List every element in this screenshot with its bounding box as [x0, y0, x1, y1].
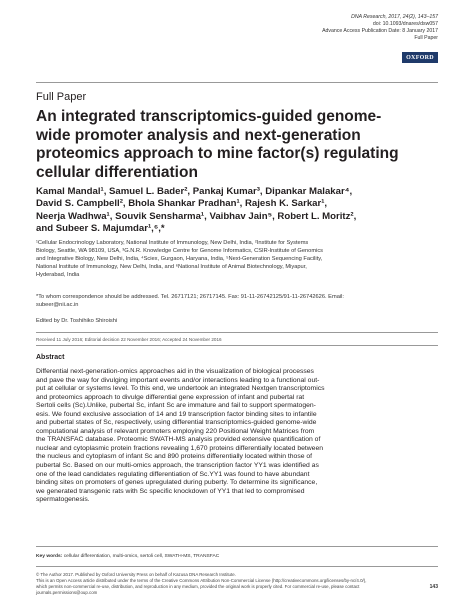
- article-type: Full Paper: [414, 35, 438, 41]
- abstract-top-rule: [36, 345, 438, 346]
- abstract-line: computational analysis of relevant promoters employing 220 Positional Weight Matrices from: [36, 427, 315, 435]
- author-line: Kamal Mandal¹, Samuel L. Bader², Pankaj Kumar³, Dipankar Malakar⁴,: [36, 186, 353, 197]
- abstract-line: pubertal Sc. Based on our multi-omics approach, the transcription factor YY1 was identified as: [36, 462, 319, 470]
- abstract-heading: Abstract: [36, 354, 65, 361]
- author-list: [36, 186, 438, 235]
- title-line: An integrated transcriptomics-guided genome-: [36, 108, 382, 125]
- abstract-line: and proteomics approach to divulge differential gene expression of infant and pubertal rat: [36, 393, 305, 401]
- abstract-line: and pubertal states of Sc, respectively, using differential transcriptomics-guided genome-wide: [36, 419, 317, 427]
- abstract-line: we generated transgenic rats with Sc specific knockdown of YY1 that led to compromised: [36, 487, 305, 495]
- title-line: cellular differentiation: [36, 163, 198, 181]
- abstract-line: and pave the way for divulging important events and/or interactions leading to a functional out-: [36, 376, 320, 384]
- abstract-line: binding sites on promoters of genes upregulated during puberty. To determine its significance,: [36, 479, 318, 487]
- author-line: David S. Campbell², Bhola Shankar Pradhan¹, Rajesh K. Sarkar¹,: [36, 198, 328, 210]
- footer-line: © The Author 2017. Published by Oxford University Press on behalf of Kazusa DNA Research Institute.: [36, 572, 236, 577]
- correspondence: [36, 294, 438, 310]
- correspondence-email[interactable]: subeer@nii.ac.in: [36, 301, 79, 308]
- page-number: 143: [429, 584, 438, 590]
- doi[interactable]: doi: 10.1093/dnares/dsw057: [372, 21, 438, 27]
- abstract-line: Sertoli cells (Sc).Unlike, pubertal Sc, infant Sc are immature and fail to support spermatogen-: [36, 402, 316, 410]
- keywords-list: cellular differentiation, multi-omics, sertoli cell, SWATH-MS, TRANSFAC: [63, 554, 220, 559]
- abstract-line: put at cellular or systems level. To this end, we undertook an integrated Nextgen transcriptomics: [36, 385, 325, 393]
- affiliation-line: ¹Cellular Endocrinology Laboratory, National Institute of Immunology, New Delhi, India, ²Institute for Systems: [36, 240, 309, 246]
- abstract-line: nuclear and cytoplasmic protein fractions revealing 1,670 proteins differentially located between: [36, 444, 324, 452]
- header-rule: [36, 82, 438, 83]
- journal-citation: DNA Research, 2017, 24(2), 143–157: [351, 14, 438, 20]
- abstract-line: spermatogenesis.: [36, 496, 90, 504]
- copyright-footer: [36, 572, 438, 596]
- abstract-line: Differential next-generation-omics approaches aid in the visualization of biological processes: [36, 368, 314, 375]
- author-line: Neerja Wadhwa¹, Souvik Sensharma¹, Vaibhav Jain⁵, Robert L. Moritz²,: [36, 210, 357, 222]
- edited-by: Edited by Dr. Toshihiko Shiroishi: [36, 318, 118, 324]
- footer-line: which permits non-commercial re-use, distribution, and reproduction in any medium, provided the original work is properly cited. For commercial re-use, please contact: [36, 583, 360, 589]
- title-line: proteomics approach to mine factor(s) regulating: [36, 145, 399, 162]
- abstract-body: [36, 368, 438, 505]
- abstract-line: the nucleus and cytoplasm of infant Sc and 890 proteins differentially located within those of: [36, 453, 313, 461]
- footer-line: This is an Open Access article distributed under the terms of the Creative Commons Attribution Non-Commercial License (http://creativecommons.org/licenses/by-nc/4.0/),: [36, 577, 367, 583]
- correspondence-line: *To whom correspondence should be addressed. Tel. 26717121; 26717145. Fax: 91-11-26742125/91-11-26742626. Email:: [36, 294, 344, 300]
- advance-access-date: Advance Access Publication Date: 8 January 2017: [322, 28, 438, 34]
- affiliation-line: Hyderabad, India: [36, 271, 80, 278]
- affiliation-line: Biology, Seattle, WA 98109, USA, ³G.N.R. Knowledge Centre for Genome Informatics, CSIR-Institute of Genomics: [36, 247, 324, 254]
- footer-rule: [36, 566, 438, 567]
- abstract-line: esis. We found exclusive association of 14 and 19 transcription factor binding sites to infantile: [36, 410, 317, 418]
- footer-email[interactable]: journals.permissions@oup.com: [36, 589, 98, 595]
- keywords-rule: [36, 546, 438, 547]
- section-label: Full Paper: [36, 91, 87, 103]
- article-metadata: [218, 14, 438, 42]
- paper-title: [36, 108, 438, 182]
- abstract-line: one of the lead candidates regulating differentiation of Sc.YY1 was found to have abundant: [36, 470, 310, 478]
- abstract-line: the TRANSFAC database. Proteomic SWATH-MS analysis provided extensive quantification of: [36, 436, 321, 444]
- affiliation-line: and Integrative Biology, New Delhi, India, ⁴Sciex, Gurgaon, Haryana, India, ⁵Next-Generation Sequencing Facility,: [36, 255, 323, 262]
- submission-dates: Received 11 July 2016; Editorial decision 22 November 2016; Accepted 24 November 2016: [36, 337, 222, 342]
- title-line: wide promoter analysis and next-generation: [36, 126, 361, 144]
- author-line: and Subeer S. Majumdar¹,⁶,*: [36, 222, 165, 234]
- keywords: [36, 554, 219, 559]
- affiliations: [36, 240, 438, 280]
- affiliation-line: National Institute of Immunology, New Delhi, India, and ⁶National Institute of Animal Biotechnology, Miyapur,: [36, 263, 307, 270]
- dates-rule: [36, 332, 438, 333]
- oxford-logo: OXFORD: [402, 52, 438, 63]
- keywords-label: Key words:: [36, 554, 63, 559]
